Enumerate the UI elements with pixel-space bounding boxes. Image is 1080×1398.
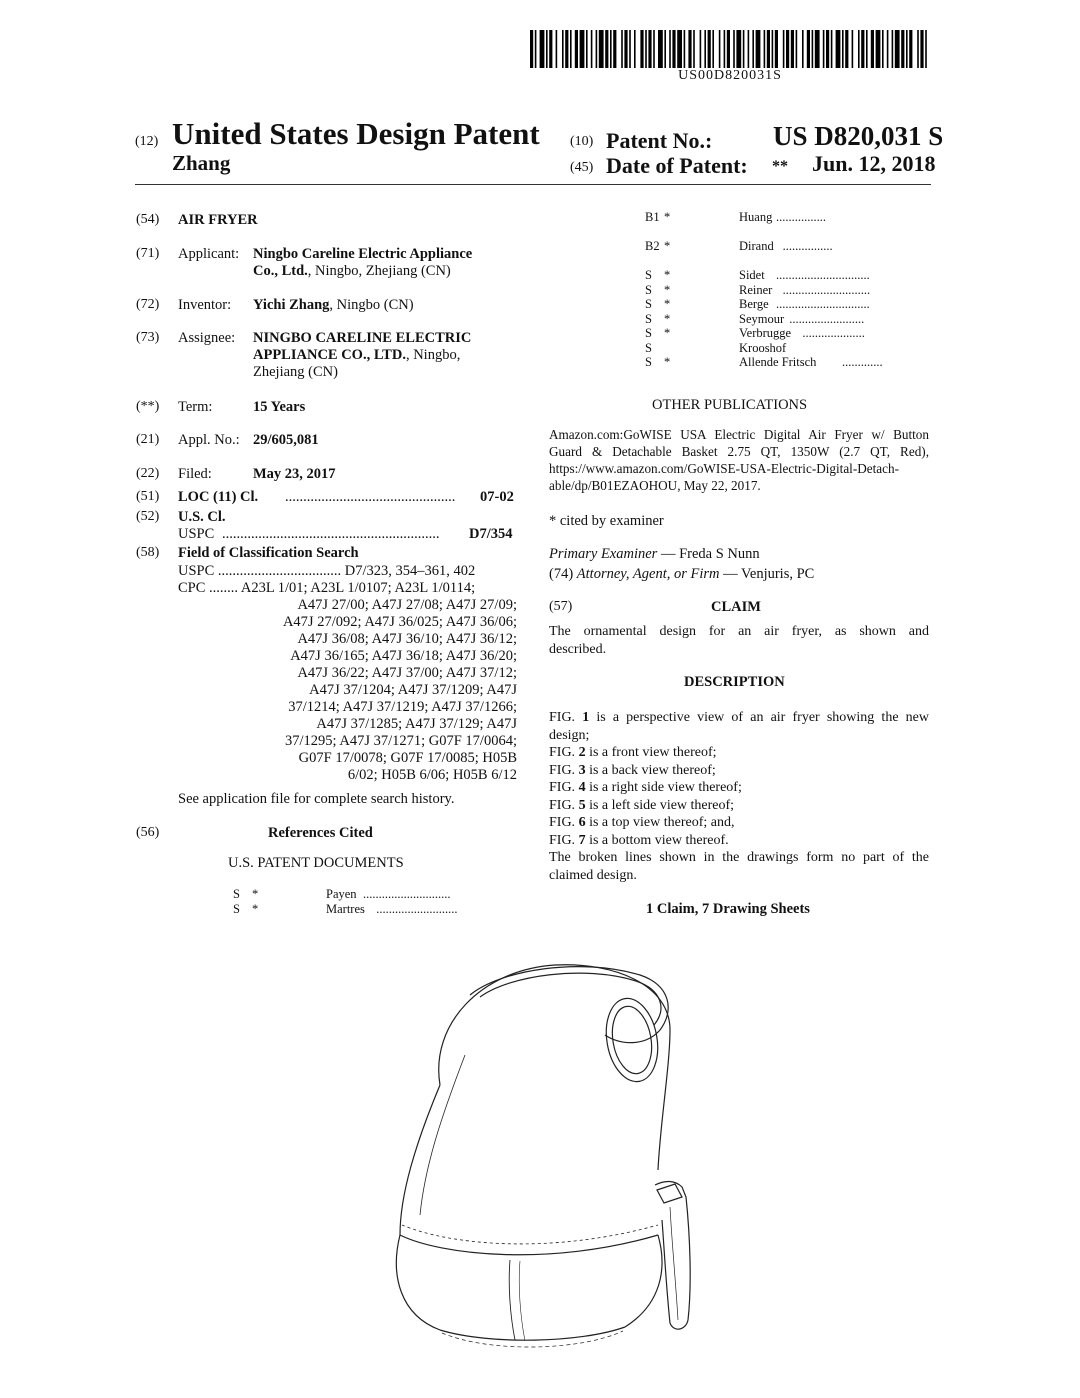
cpc-line: A47J 37/1285; A47J 37/129; A47J [316, 716, 517, 732]
field-search-label: Field of Classification Search [178, 545, 359, 561]
barcode-bar [764, 30, 766, 68]
fig-prefix: FIG. [549, 815, 579, 830]
barcode-bar [669, 30, 671, 68]
reference-name: Dirand [739, 239, 774, 253]
barcode-bar [684, 30, 686, 68]
barcode-bar [815, 30, 820, 68]
barcode-bar [704, 30, 706, 68]
reference-dots: .............................. [776, 268, 870, 282]
cpc-line: A47J 27/092; A47J 36/025; A47J 36/06; [282, 614, 517, 630]
reference-name: Huang [739, 210, 773, 224]
barcode-bar [708, 30, 711, 68]
cpc-line: A47J 27/00; A47J 27/08; A47J 27/09; [297, 597, 517, 613]
barcode-bar [658, 30, 663, 68]
barcode-bar [917, 30, 919, 68]
fig-number: 4 [578, 780, 586, 795]
applicant-location: , Ningbo, Zhejiang (CN) [307, 263, 451, 279]
uspc-label: USPC [178, 526, 215, 542]
barcode-bar [786, 30, 789, 68]
barcode-bar [648, 30, 651, 68]
air-fryer-drawing [370, 935, 720, 1355]
figure-description [549, 744, 929, 762]
reference-name: Krooshof [739, 340, 787, 355]
reference-dots: ............. [842, 355, 883, 369]
fig-number: 2 [578, 745, 586, 760]
barcode-bar [664, 30, 666, 68]
barcode-bar [605, 30, 608, 68]
claim-line-1: The ornamental design for an air fryer, as shown and [549, 624, 929, 639]
barcode-bar [791, 30, 794, 68]
figure-description [549, 814, 929, 832]
barcode-number: US00D820031S [678, 68, 782, 83]
barcode-bar [700, 30, 702, 68]
claim-text [549, 623, 929, 658]
fig-number: 7 [578, 832, 586, 848]
fig-number: 5 [578, 797, 586, 813]
barcode-bar [831, 30, 833, 68]
inventor [253, 297, 414, 314]
reference-kind: S [233, 887, 240, 901]
term-label: Term: [178, 399, 213, 415]
barcode-bar [688, 30, 691, 68]
reference-star: * [664, 210, 671, 224]
loc-class-dots: ............................................... [285, 489, 456, 505]
barcode-bar [640, 30, 643, 68]
barcode-bar [575, 30, 578, 68]
reference-dots: .......................... [376, 901, 458, 916]
publication-line: Guard & Detachable Basket 2.75 QT, 1350W (2.7 QT, Red), [549, 444, 929, 459]
term-value: 15 Years [253, 399, 306, 415]
barcode-bar [645, 30, 647, 68]
barcode-bar [909, 30, 912, 68]
examiner-dash: — [657, 546, 680, 562]
fig-text: is a left side view thereof; [585, 797, 735, 813]
barcode-bar [624, 30, 627, 68]
barcode-bar [693, 30, 695, 68]
assignee-location: , Ningbo, [405, 347, 461, 363]
barcode-bar [570, 30, 572, 68]
publication-line: https://www.amazon.com/GoWISE-USA-Electric-Digital-Detach- [549, 461, 899, 476]
reference-dots: ................ [782, 239, 833, 253]
us-cl-label: U.S. Cl. [178, 509, 226, 525]
code-58: (58) [136, 545, 160, 560]
barcode-bar [540, 30, 545, 68]
figure-descriptions [549, 709, 929, 849]
uspc-dots: ............................................................ [222, 526, 440, 542]
term-extension-mark: ** [772, 158, 788, 175]
barcode-bar [549, 30, 552, 68]
patent-date: Jun. 12, 2018 [812, 151, 936, 176]
reference-name: Sidet [739, 268, 765, 282]
claim-title: CLAIM [711, 599, 761, 615]
attorney-name: Venjuris, PC [741, 566, 815, 582]
loc-class-label: LOC (11) Cl. [178, 489, 259, 505]
figure-description [549, 709, 929, 727]
field-search-uspc: USPC .................................. D7/323, 354–361, 402 [178, 563, 476, 579]
assignee [253, 330, 471, 381]
reference-star: * [664, 355, 671, 369]
applicant [253, 246, 472, 280]
barcode-bar [733, 30, 735, 68]
barcode-bar [920, 30, 923, 68]
header-rule [135, 184, 931, 185]
inventor-label: Inventor: [178, 297, 232, 313]
figure-description [549, 762, 929, 780]
barcode-bar [807, 30, 810, 68]
barcode-bar [876, 30, 881, 68]
reference-star: * [664, 268, 671, 282]
appl-no-label: Appl. No.: [178, 432, 240, 448]
barcode-bar [852, 30, 854, 68]
code-10: (10) [570, 134, 594, 149]
reference-kind: S [645, 326, 652, 340]
barcode-bar [775, 30, 778, 68]
reference-star: * [664, 326, 671, 340]
barcode-bar [823, 30, 825, 68]
cpc-line: CPC ........ A23L 1/01; A23L 1/0107; A23L 1/0114; [178, 580, 476, 596]
reference-dots: ............................ [782, 282, 871, 297]
us-patent-docs-label: U.S. PATENT DOCUMENTS [228, 855, 404, 871]
other-publications-text [549, 426, 929, 494]
publication-line: able/dp/B01EZAOHOU, May 22, 2017. [549, 478, 761, 493]
barcode-bar [836, 30, 841, 68]
barcode-bar [580, 30, 585, 68]
barcode-bar [677, 30, 682, 68]
field-search-cpc [178, 580, 517, 784]
attorney-label: Attorney, Agent, or Firm [576, 566, 720, 582]
reference-name: Martres [326, 901, 365, 916]
reference-star: * [664, 239, 671, 253]
barcode-bar [556, 30, 558, 68]
cpc-line: 37/1295; A47J 37/1271; G07F 17/0064; [284, 733, 517, 749]
assignee-label: Assignee: [178, 330, 236, 346]
code-56: (56) [136, 825, 160, 840]
cpc-line: A47J 37/1204; A47J 37/1209; A47J [309, 682, 517, 698]
fig-text: is a right side view thereof; [585, 780, 742, 795]
fig-text: design; [549, 727, 590, 743]
inventor-surname: Zhang [172, 151, 231, 175]
patent-number: US D820,031 S [773, 121, 944, 151]
barcode-bar [842, 30, 844, 68]
claim-line-2: described. [549, 641, 607, 657]
fig-number: 1 [582, 710, 590, 725]
fig-text: is a top view thereof; and, [585, 815, 735, 830]
fig-number: 6 [578, 815, 586, 830]
cpc-line: A47J 36/08; A47J 36/10; A47J 36/12; [297, 631, 517, 647]
code-51: (51) [136, 489, 160, 504]
cited-by-examiner: * cited by examiner [549, 513, 664, 529]
reference-name: Allende Fritsch [739, 355, 817, 369]
barcode-bar [895, 30, 900, 68]
reference-name: Reiner [739, 282, 773, 297]
inventor-location: , Ningbo (CN) [329, 297, 414, 313]
barcode-bar [736, 30, 741, 68]
barcode-bar [861, 30, 864, 68]
fig-prefix: FIG. [549, 710, 583, 725]
barcode-bar [783, 30, 785, 68]
cpc-line: A47J 36/165; A47J 36/18; A47J 36/20; [290, 648, 517, 664]
barcode-bar [712, 30, 714, 68]
barcode-bar [562, 30, 564, 68]
cpc-line: G07F 17/0078; G07F 17/0085; H05B [298, 750, 517, 766]
barcode-bar [752, 30, 754, 68]
barcode-bar [653, 30, 655, 68]
barcode-bar [719, 30, 721, 68]
broken-lines-2: claimed design. [549, 867, 637, 883]
barcode-bar [871, 30, 874, 68]
fig-text: is a front view thereof; [585, 745, 717, 760]
code-54: (54) [136, 212, 160, 227]
barcode-bar [727, 30, 730, 68]
fig-text: is a back view thereof; [585, 762, 716, 778]
barcode-bar [613, 30, 616, 68]
barcode-bar [599, 30, 604, 68]
primary-examiner [549, 546, 760, 563]
examiner-label: Primary Examiner [549, 546, 658, 562]
reference-name: Payen [326, 887, 357, 901]
fig-number: 3 [578, 762, 586, 778]
claims-sheets: 1 Claim, 7 Drawing Sheets [646, 901, 810, 917]
barcode-bar [892, 30, 894, 68]
applicant-label: Applicant: [178, 246, 240, 262]
barcode-bar [621, 30, 623, 68]
barcode-bar [629, 30, 631, 68]
figure-description [549, 832, 929, 850]
reference-kind: S [645, 340, 652, 355]
reference-dots: ........................ [789, 311, 865, 326]
fig-prefix: FIG. [549, 832, 579, 848]
code-73: (73) [136, 330, 160, 345]
code-72: (72) [136, 297, 160, 312]
assignee-location-2: Zhejiang (CN) [253, 364, 338, 380]
code-57: (57) [549, 599, 573, 614]
reference-star: * [664, 282, 671, 297]
reference-kind: B1 [645, 210, 660, 224]
reference-kind: S [645, 355, 652, 369]
reference-dots: .................... [802, 326, 865, 340]
fig-prefix: FIG. [549, 762, 579, 778]
barcode-bar [772, 30, 774, 68]
filed-value: May 23, 2017 [253, 466, 336, 482]
barcode-bar [596, 30, 598, 68]
code-74: (74) [549, 566, 574, 582]
code-71: (71) [136, 246, 160, 261]
document-type: United States Design Patent [172, 116, 540, 151]
description-title: DESCRIPTION [684, 674, 785, 690]
fig-text: is a perspective view of an air fryer showing the new [589, 710, 929, 725]
barcode-bar [901, 30, 904, 68]
barcode-bar [743, 30, 745, 68]
reference-star: * [664, 297, 671, 311]
broken-lines-note [549, 849, 929, 884]
barcode-bar [586, 30, 588, 68]
patent-no-label: Patent No.: [606, 128, 713, 153]
reference-star: * [252, 887, 259, 901]
barcode-bar [858, 30, 860, 68]
code-12: (12) [135, 134, 159, 149]
applicant-name-2: Co., Ltd. [253, 263, 308, 279]
barcode-bar [591, 30, 593, 68]
barcode-bar [802, 30, 804, 68]
title-air-fryer: AIR FRYER [178, 212, 258, 228]
barcode-bar [535, 30, 537, 68]
reference-star: * [252, 901, 259, 916]
barcode-bar [845, 30, 848, 68]
reference-dots: ................ [776, 210, 826, 224]
barcode-bar [882, 30, 884, 68]
code-21: (21) [136, 432, 160, 447]
reference-star: * [664, 311, 671, 326]
reference-kind: S [645, 268, 652, 282]
broken-lines-1: The broken lines shown in the drawings form no part of the [549, 850, 929, 865]
appl-no-value: 29/605,081 [253, 432, 319, 448]
fig-prefix: FIG. [549, 797, 579, 813]
code-22: (22) [136, 466, 160, 481]
fig-prefix: FIG. [549, 745, 579, 760]
reference-kind: S [645, 311, 652, 326]
date-of-patent-label: Date of Patent: [606, 153, 748, 178]
reference-name: Verbrugge [739, 326, 792, 340]
fig-prefix: FIG. [549, 780, 579, 795]
inventor-name: Yichi Zhang [253, 297, 330, 313]
figure-description [549, 797, 929, 815]
barcode-bar [530, 30, 533, 68]
attorney [549, 566, 814, 583]
search-history-note: See application file for complete search history. [178, 791, 455, 807]
figure-description [549, 727, 929, 745]
barcode-bar [565, 30, 568, 68]
barcode-bar [756, 30, 761, 68]
code-term: (**) [136, 399, 160, 414]
reference-kind: S [645, 282, 652, 297]
barcode-bar [826, 30, 829, 68]
barcode-bar [767, 30, 770, 68]
reference-name: Seymour [739, 311, 785, 326]
filed-label: Filed: [178, 466, 212, 482]
fig-text: is a bottom view thereof. [585, 832, 729, 848]
barcode-bar [634, 30, 636, 68]
loc-class-value: 07-02 [480, 489, 514, 505]
assignee-name-2: APPLIANCE CO., LTD. [253, 347, 406, 363]
barcode-bar [887, 30, 889, 68]
reference-kind: S [233, 901, 240, 916]
reference-kind: S [645, 297, 652, 311]
reference-kind: B2 [645, 239, 660, 253]
barcode-bar [906, 30, 908, 68]
barcode-bar [925, 30, 927, 68]
barcode-bar [546, 30, 548, 68]
reference-dots: ............................ [363, 887, 451, 901]
reference-name: Berge [739, 297, 769, 311]
barcode-bar [724, 30, 726, 68]
reference-dots: .............................. [776, 297, 870, 311]
barcode-bar [866, 30, 868, 68]
barcode-bar [796, 30, 798, 68]
figure-description [549, 779, 929, 797]
barcode-bar [812, 30, 814, 68]
other-publications-title: OTHER PUBLICATIONS [652, 397, 808, 413]
barcode-bar [672, 30, 675, 68]
cpc-line: A47J 36/22; A47J 37/00; A47J 37/12; [297, 665, 517, 681]
examiner-name: Freda S Nunn [679, 546, 760, 562]
attorney-dash: — [719, 566, 742, 582]
barcode-bar [610, 30, 612, 68]
publication-line: Amazon.com:GoWISE USA Electric Digital Air Fryer w/ Button [549, 427, 929, 442]
applicant-name: Ningbo Careline Electric Appliance [253, 246, 473, 262]
code-52: (52) [136, 509, 160, 524]
references-cited-label: References Cited [268, 825, 373, 841]
barcode-bar [748, 30, 750, 68]
uspc-value: D7/354 [469, 526, 513, 542]
barcode [530, 30, 930, 68]
code-45: (45) [570, 160, 594, 175]
cpc-line: 6/02; H05B 6/06; H05B 6/12 [347, 767, 517, 783]
assignee-name: NINGBO CARELINE ELECTRIC [253, 330, 472, 346]
cpc-line: 37/1214; A47J 37/1219; A47J 37/1266; [288, 699, 517, 715]
